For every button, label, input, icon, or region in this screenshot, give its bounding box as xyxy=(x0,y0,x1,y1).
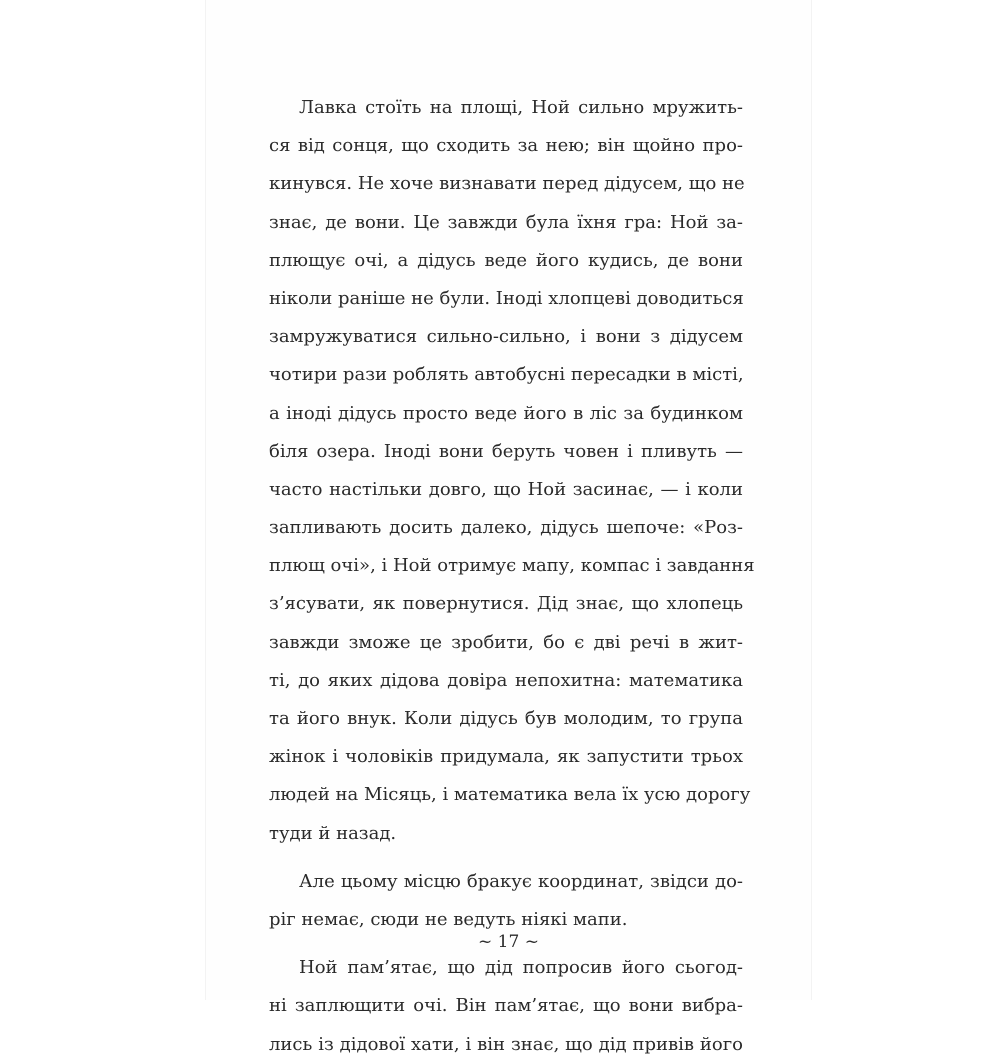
text-line: плющ очі», і Ной отримує мапу, компас і завдання xyxy=(269,555,755,577)
text-line: плющує очі, а дідусь веде його кудись, де вони xyxy=(269,249,743,271)
page-number: ~ 17 ~ xyxy=(478,932,539,952)
text-line: ті, до яких дідова довіра непохитна: математика xyxy=(269,669,743,691)
text-line: часто настільки довго, що Ной засинає, — і коли xyxy=(269,478,743,500)
text-line: Лавка стоїть на площі, Ной сильно мружить- xyxy=(299,97,743,118)
text-line: ся від сонця, що сходить за нею; він щойно про- xyxy=(269,135,743,157)
text-line: знає, де вони. Це завжди була їхня гра: Ной за- xyxy=(269,211,743,233)
text-line: ніколи раніше не були. Іноді хлопцеві доводиться xyxy=(269,287,744,309)
text-line: з’ясувати, як повернутися. Дід знає, що хлопець xyxy=(269,593,743,615)
text-line: ріг немає, сюди не ведуть ніякі мапи. xyxy=(269,908,628,930)
book-page xyxy=(205,0,812,1055)
text-line: лись із дідової хати, і він знає, що дід привів його xyxy=(269,1033,743,1055)
text-line: людей на Місяць, і математика вела їх усю дорогу xyxy=(269,784,751,806)
text-line: туди й назад. xyxy=(269,822,397,844)
text-line: а іноді дідусь просто веде його в ліс за будинком xyxy=(269,402,743,424)
text-line: та його внук. Коли дідусь був молодим, то група xyxy=(269,708,743,729)
text-line: чотири рази роблять автобусні пересадки в місті, xyxy=(269,364,744,386)
text-line: замружуватися сильно-сильно, і вони з дідусем xyxy=(269,326,743,348)
body-text xyxy=(269,89,755,1064)
text-line: Ной пам’ятає, що дід попросив його сьогод- xyxy=(299,957,743,979)
text-line: Але цьому місцю бракує координат, звідси до- xyxy=(299,870,743,892)
text-line: завжди зможе це зробити, бо є дві речі в жит- xyxy=(269,631,743,653)
text-line: жінок і чоловіків придумала, як запустити трьох xyxy=(269,746,743,768)
text-line: біля озера. Іноді вони беруть човен і пливуть — xyxy=(269,440,743,462)
text-line: кинувся. Не хоче визнавати перед дідусем, що не xyxy=(269,173,745,195)
text-line: ні заплющити очі. Він пам’ятає, що вони вибра- xyxy=(269,995,743,1017)
text-line: запливають досить далеко, дідусь шепоче: «Роз- xyxy=(269,517,743,539)
